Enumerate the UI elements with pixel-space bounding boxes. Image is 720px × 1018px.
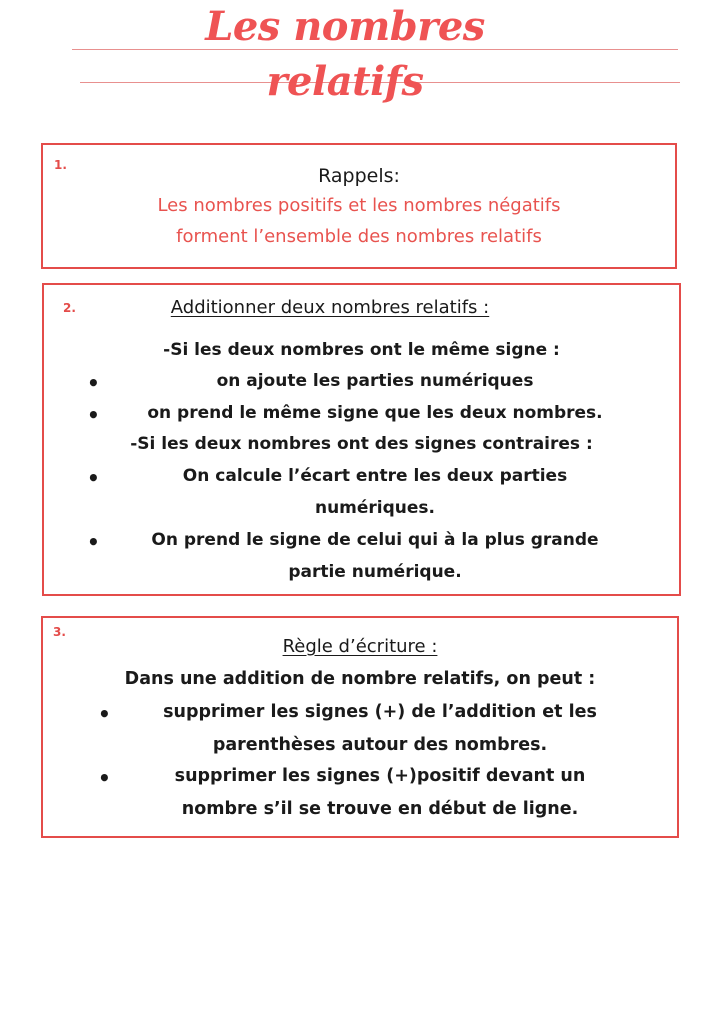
section-3-heading: Règle d’écriture : <box>282 636 438 657</box>
section-2-case-2-bullet-1-line-1: On calcule l’écart entre les deux parties <box>182 466 568 486</box>
bullet-icon: • <box>87 371 100 395</box>
bullet-icon: • <box>87 530 100 554</box>
section-2-case-2: -Si les deux nombres ont des signes contraires : <box>130 434 593 454</box>
section-3-number: 3. <box>53 625 66 639</box>
section-1-line-2: forment l’ensemble des nombres relatifs <box>176 226 542 247</box>
bullet-icon: • <box>98 766 111 790</box>
section-2-case-1: -Si les deux nombres ont le même signe : <box>163 340 560 360</box>
section-1-line-1: Les nombres positifs et les nombres négatifs <box>157 195 561 216</box>
section-3-bullet-2-line-2: nombre s’il se trouve en début de ligne. <box>181 799 579 819</box>
section-3-bullet-2-line-1: supprimer les signes (+)positif devant un <box>174 766 586 786</box>
bullet-icon: • <box>98 702 111 726</box>
section-2-case-2-bullet-1-line-2: numériques. <box>314 498 436 518</box>
section-3-bullet-1-line-1: supprimer les signes (+) de l’addition et les <box>163 702 597 722</box>
section-3-bullet-1-line-2: parenthèses autour des nombres. <box>212 735 548 755</box>
section-1-heading: Rappels: <box>318 165 400 187</box>
section-3-intro: Dans une addition de nombre relatifs, on peut : <box>124 669 596 689</box>
section-2-heading: Additionner deux nombres relatifs : <box>170 297 490 318</box>
section-2-case-2-bullet-2-line-2: partie numérique. <box>288 562 462 582</box>
section-2-case-2-bullet-2-line-1: On prend le signe de celui qui à la plus grande <box>151 530 599 550</box>
section-2-number: 2. <box>63 301 76 315</box>
section-2-case-1-bullet-2: on prend le même signe que les deux nombres. <box>147 403 603 423</box>
section-2-case-1-bullet-1: on ajoute les parties numériques <box>216 371 534 391</box>
page-title-line-1: Les nombres <box>205 3 485 50</box>
section-1-number: 1. <box>54 158 67 172</box>
bullet-icon: • <box>87 466 100 490</box>
page-title-line-2: relatifs <box>266 58 424 105</box>
bullet-icon: • <box>87 403 100 427</box>
